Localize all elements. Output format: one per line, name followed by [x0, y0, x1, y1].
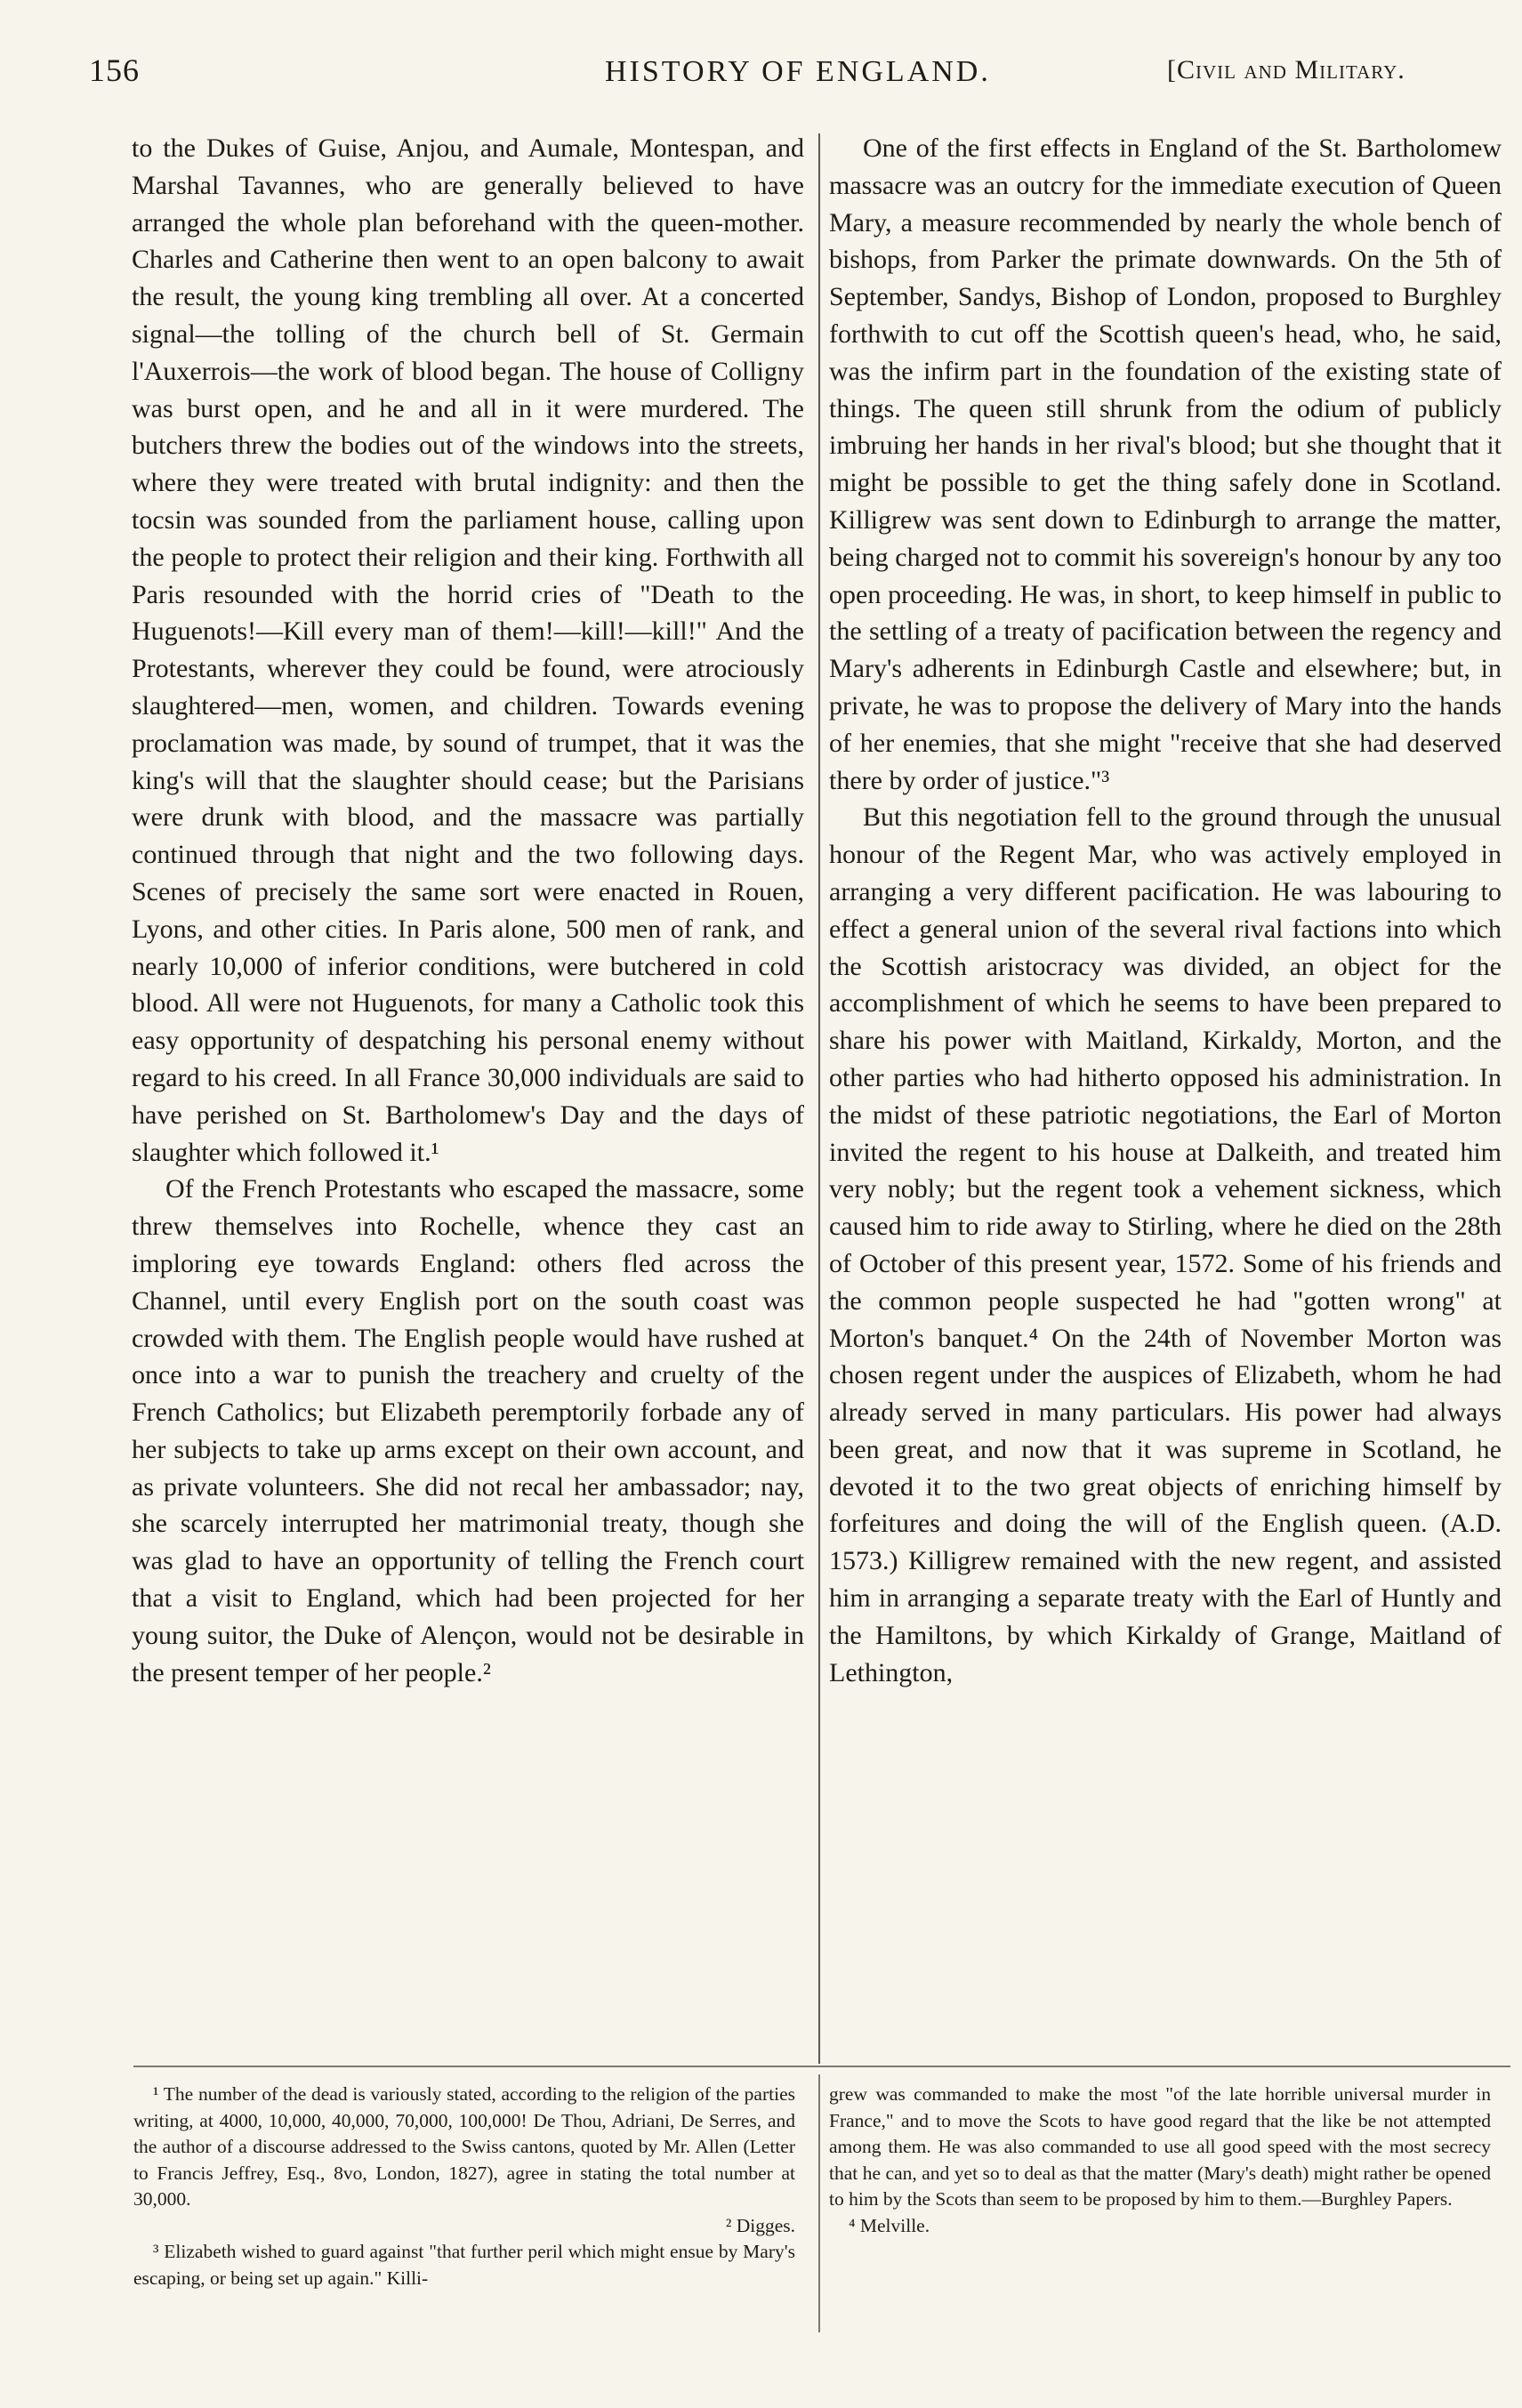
page-number: 156: [89, 52, 140, 88]
paragraph: Of the French Protestants who escaped the massacre, some threw themselves into Rochelle, whence they cast an imploring eye towards England: others fled across the Channel, until every English port on the south coast was crowded with them. The English people would have rushed at once into a war to punish the treachery and cruelty of the French Catholics; but Elizabeth peremptorily forbade any of her subjects to take up arms except on their own account, and as private volunteers. She did not recal her ambassador; nay, she scarcely interrupted her matrimonial treaty, though she was glad to have an opportunity of telling the French court that a visit to England, which had been projected for her young suitor, the Duke of Alençon, would not be desirable in the present temper of her people.²: [132, 1174, 804, 1687]
running-title: HISTORY OF ENGLAND.: [605, 55, 991, 88]
footnote: ⁴ Melville.: [849, 2214, 930, 2236]
footnote-divider: [818, 2074, 820, 2332]
running-header: [89, 52, 1512, 105]
footnotes-left: [133, 2082, 795, 2291]
footnotes-right: [829, 2082, 1491, 2239]
footnote-rule: [133, 2066, 1510, 2067]
column-divider: [818, 133, 820, 2064]
paragraph: One of the first effects in England of the St. Bartholomew massacre was an outcry for the immediate execution of Queen Mary, a measure recommended by nearly the whole bench of bishops, from Parker the primate downwards. On the 5th of September, Sandys, Bishop of London, proposed to Burghley forthwith to cut off the Scottish queen's head, who, he said, was the infirm part in the foundation of the existing state of things. The queen still shrunk from the odium of publicly imbruing her hands in her rival's blood; but she thought that it might be possible to get the thing safely done in Scotland. Killigrew was sent down to Edinburgh to arrange the matter, being charged not to commit his sovereign's honour by any too open proceeding. He was, in short, to keep himself in public to the settling of a treaty of pacification between the regency and Mary's adherents in Edinburgh Castle and elsewhere; but, in private, he was to propose the delivery of Mary into the hands of her enemies, that she might "receive that she had deserved there by order of justice."³: [829, 133, 1502, 795]
footnote: ³ Elizabeth wished to guard against "that further peril which might ensue by Mary's escaping, or being set up again." Killi-: [133, 2241, 795, 2289]
footnote: ² Digges.: [725, 2214, 795, 2236]
section-title: [Civil and Military.: [1167, 55, 1405, 85]
footnote: grew was commanded to make the most "of the late horrible universal murder in France," and to move the Scots to have good regard that the like be not attempted among them. He was also commanded to use all good speed with the most secrecy that he can, and yet so to deal as that the matter (Mary's death) might rather be opened to him by the Scots than seem to be proposed by him to them.—Burghley Papers.: [829, 2083, 1491, 2210]
left-column: [132, 130, 804, 1691]
paragraph: But this negotiation fell to the ground through the unusual honour of the Regent Mar, who was actively employed in arranging a very different pacification. He was labouring to effect a general union of the several rival factions into which the Scottish aristocracy was divided, an object for the accomplishment of which he seems to have been prepared to share his power with Maitland, Kirkaldy, Morton, and the other parties who had hitherto opposed his administration. In the midst of these patriotic negotiations, the Earl of Morton invited the regent to his house at Dalkeith, and treated him very nobly; but the regent took a vehement sickness, which caused him to ride away to Stirling, where he died on the 28th of October of this present year, 1572. Some of his friends and the common people suspected he had "gotten wrong" at Morton's banquet.⁴ On the 24th of November Morton was chosen regent under the auspices of Elizabeth, whom he had already served in many particulars. His power had always been great, and now that it was supreme in Scotland, he devoted it to the two great objects of enriching himself by forfeitures and doing the will of the English queen. (A.D. 1573.) Killigrew remained with the new regent, and assisted him in arranging a separate treaty with the Earl of Huntly and the Hamiltons, by which Kirkaldy of Grange, Maitland of Lethington,: [829, 802, 1502, 1687]
right-column: [829, 130, 1502, 1691]
paragraph: to the Dukes of Guise, Anjou, and Aumale, Montespan, and Marshal Tavannes, who are generally believed to have arranged the whole plan beforehand with the queen-mother. Charles and Catherine then went to an open balcony to await the result, the young king trembling all over. At a concerted signal—the tolling of the church bell of St. Germain l'Auxerrois—the work of blood began. The house of Colligny was burst open, and he and all in it were murdered. The butchers threw the bodies out of the windows into the streets, where they were treated with brutal indignity: and then the tocsin was sounded from the parliament house, calling upon the people to protect their religion and their king. Forthwith all Paris resounded with the horrid cries of "Death to the Huguenots!—Kill every man of them!—kill!—kill!" And the Protestants, wherever they could be found, were atrociously slaughtered—men, women, and children. Towards evening proclamation was made, by sound of trumpet, that it was the king's will that the slaughter should cease; but the Parisians were drunk with blood, and the massacre was partially continued through that night and the two following days. Scenes of precisely the same sort were enacted in Rouen, Lyons, and other cities. In Paris alone, 500 men of rank, and nearly 10,000 of inferior conditions, were butchered in cold blood. All were not Huguenots, for many a Catholic took this easy opportunity of despatching his personal enemy without regard to his creed. In all France 30,000 individuals are said to have perished on St. Bartholomew's Day and the days of slaughter which followed it.¹: [132, 133, 804, 1167]
footnote: ¹ The number of the dead is variously stated, according to the religion of the parties writing, at 4000, 10,000, 40,000, 70,000, 100,000! De Thou, Adriani, De Serres, and the author of a discourse addressed to the Swiss cantons, quoted by Mr. Allen (Letter to Francis Jeffrey, Esq., 8vo, London, 1827), agree in stating the total number at 30,000.: [133, 2083, 795, 2210]
